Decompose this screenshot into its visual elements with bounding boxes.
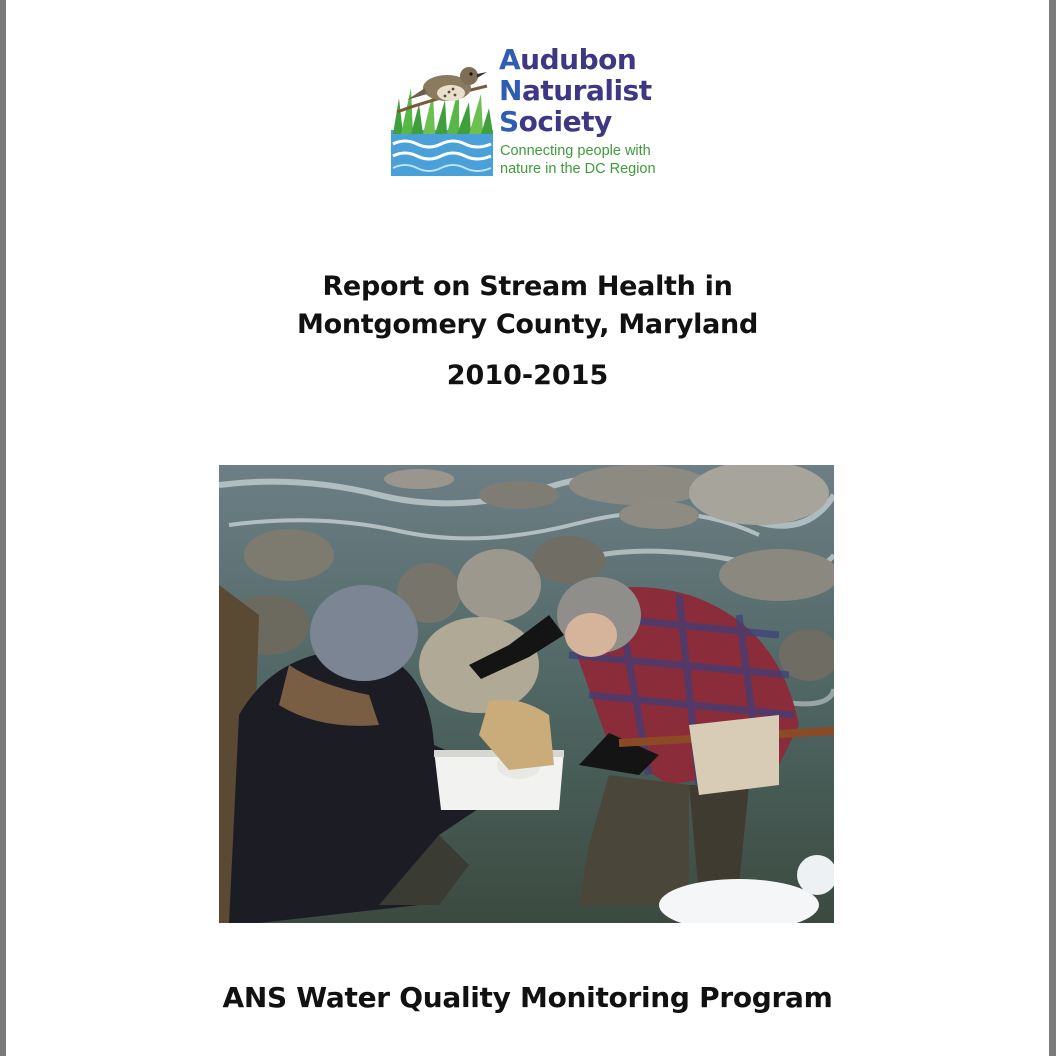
bird-on-grass-logo-icon — [389, 48, 495, 176]
tagline-line-2: nature in the DC Region — [500, 161, 656, 177]
stream-monitoring-photo — [219, 465, 834, 923]
report-years: 2010-2015 — [446, 360, 609, 391]
ans-logo — [389, 44, 679, 180]
organization-name-line-2: Naturalist — [499, 74, 652, 107]
organization-tagline — [500, 142, 656, 178]
organization-name — [499, 44, 652, 137]
report-cover-page — [6, 0, 1049, 1056]
report-title-line-2: Montgomery County, Maryland — [297, 309, 758, 340]
stream-monitoring-illustration — [219, 465, 834, 923]
program-name: ANS Water Quality Monitoring Program — [222, 981, 833, 1014]
report-title-block — [6, 268, 1049, 394]
organization-name-line-3: Society — [499, 105, 612, 138]
tagline-line-1: Connecting people with — [500, 143, 651, 159]
organization-name-line-1: Audubon — [499, 43, 637, 76]
report-title-line-1: Report on Stream Health in — [322, 271, 733, 302]
